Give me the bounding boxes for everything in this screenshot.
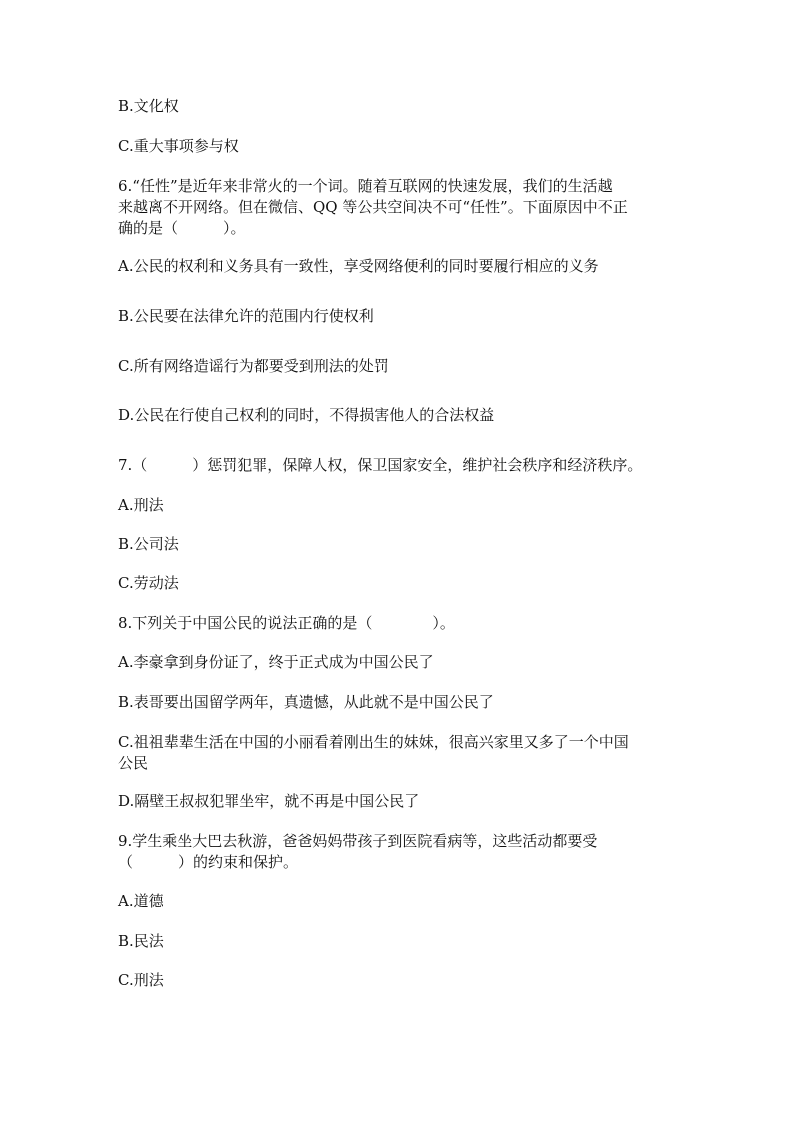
question-6-line-2: 来越离不开网络。但在微信、QQ 等公共空间决不可“任性”。下面原因中不正 — [118, 198, 628, 216]
question-8: 8.下列关于中国公民的说法正确的是（ ）。 — [118, 614, 455, 632]
option-6a: A.公民的权利和义务具有一致性，享受网络便利的同时要履行相应的义务 — [118, 257, 599, 275]
question-6-line-3: 确的是（ ）。 — [118, 219, 246, 237]
option-7b: B.公司法 — [118, 535, 179, 553]
question-6-line-1: 6.“任性”是近年来非常火的一个词。随着互联网的快速发展，我们的生活越 — [118, 177, 613, 195]
option-9b: B.民法 — [118, 932, 164, 950]
option-9c: C.刑法 — [118, 971, 164, 989]
option-8c-line-1: C.祖祖辈辈生活在中国的小丽看着刚出生的妹妹，很高兴家里又多了一个中国 — [118, 733, 629, 751]
question-9-line-1: 9.学生乘坐大巴去秋游，爸爸妈妈带孩子到医院看病等，这些活动都要受 — [118, 832, 598, 850]
option-7c: C.劳动法 — [118, 574, 179, 592]
option-6b: B.公民要在法律允许的范围内行使权利 — [118, 307, 374, 325]
option-8b: B.表哥要出国留学两年，真遗憾，从此就不是中国公民了 — [118, 693, 494, 711]
question-7: 7.（ ）惩罚犯罪，保障人权，保卫国家安全，维护社会秩序和经济秩序。 — [118, 456, 643, 474]
option-8c-line-2: 公民 — [118, 754, 149, 772]
option-9a: A.道德 — [118, 892, 164, 910]
option-8d: D.隔壁王叔叔犯罪坐牢，就不再是中国公民了 — [118, 792, 420, 810]
option-7a: A.刑法 — [118, 496, 164, 514]
question-9-line-2: （ ）的约束和保护。 — [118, 853, 299, 871]
option-5b: B.文化权 — [118, 97, 179, 115]
option-6c: C.所有网络造谣行为都要受到刑法的处罚 — [118, 357, 389, 375]
option-5c: C.重大事项参与权 — [118, 137, 239, 155]
option-6d: D.公民在行使自己权利的同时，不得损害他人的合法权益 — [118, 406, 495, 424]
option-8a: A.李豪拿到身份证了，终于正式成为中国公民了 — [118, 653, 434, 671]
